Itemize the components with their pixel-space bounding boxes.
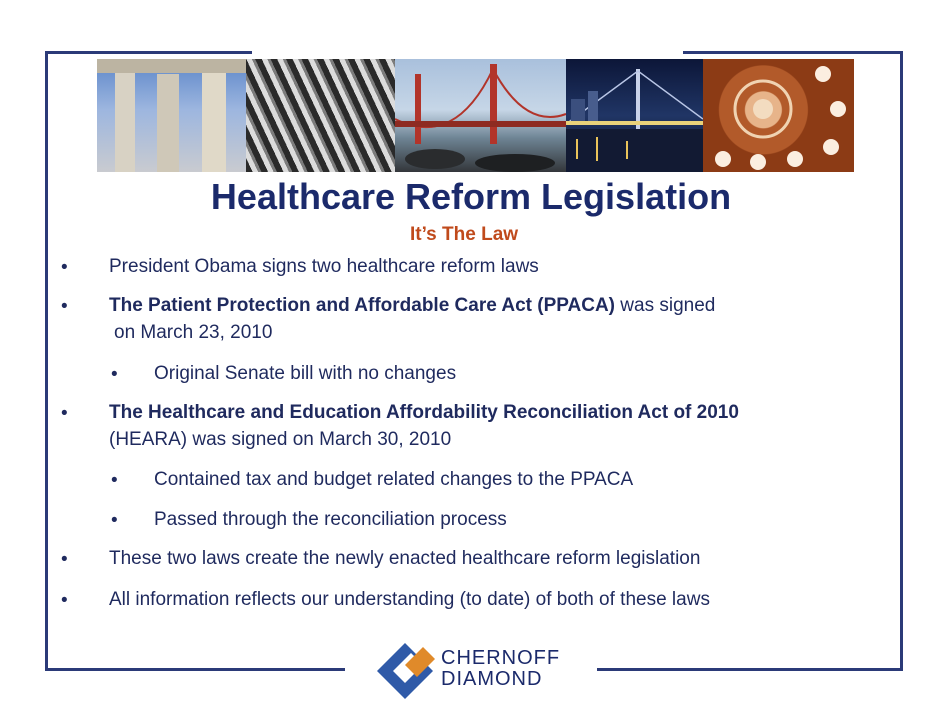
frame-bottom-right [597,668,903,671]
page-subtitle: It’s The Law [410,224,519,245]
logo-line-2: DIAMOND [441,668,543,690]
frame-bottom-left [45,668,345,671]
sub-bullet-reconciliation: Passed through the reconciliation process [154,509,507,530]
golden-gate-bridge-photo [395,59,566,172]
sub-bullet-tax-changes: Contained tax and budget related changes to the PPACA [154,469,634,490]
sub-bullet-original-bill: Original Senate bill with no changes [154,363,457,384]
bullet-obama-signs: President Obama signs two healthcare reform laws [109,256,539,277]
bullet-marker: • [61,549,68,570]
frame-top-left [45,51,252,54]
sub-bullet-marker: • [111,470,118,491]
bullet-marker: • [61,296,68,317]
frame-right [900,51,903,671]
bullet-heara-date: (HEARA) was signed on March 30, 2010 [109,429,452,450]
columns-photo [97,59,246,172]
bullet-marker: • [61,590,68,611]
bullet-two-laws: These two laws create the newly enacted healthcare reform legislation [109,548,701,569]
sub-bullet-marker: • [111,510,118,531]
heara-name: The Healthcare and Education Affordability Reconciliation Act of 2010 [109,402,739,423]
photo-strip [97,59,854,172]
bullet-marker: • [61,403,68,424]
bullet-heara [109,400,739,426]
building-facade-photo [246,59,395,172]
bullet-ppaca-date: on March 23, 2010 [114,322,273,343]
frame-top-right [683,51,903,54]
ornamental-dome-photo [703,59,854,172]
sub-bullet-marker: • [111,364,118,385]
bullet-ppaca [109,293,715,319]
ppaca-name: The Patient Protection and Affordable Care Act (PPACA) [109,295,616,316]
frame-left [45,51,48,671]
city-night-bridge-photo [566,59,703,172]
page-title: Healthcare Reform Legislation [210,176,732,217]
logo-text [441,648,560,690]
logo-line-1: CHERNOFF [441,647,561,669]
bullet-information: All information reflects our understanding (to date) of both of these laws [109,589,710,610]
ppaca-signed-text: was signed [615,295,716,316]
bullet-marker: • [61,257,68,278]
